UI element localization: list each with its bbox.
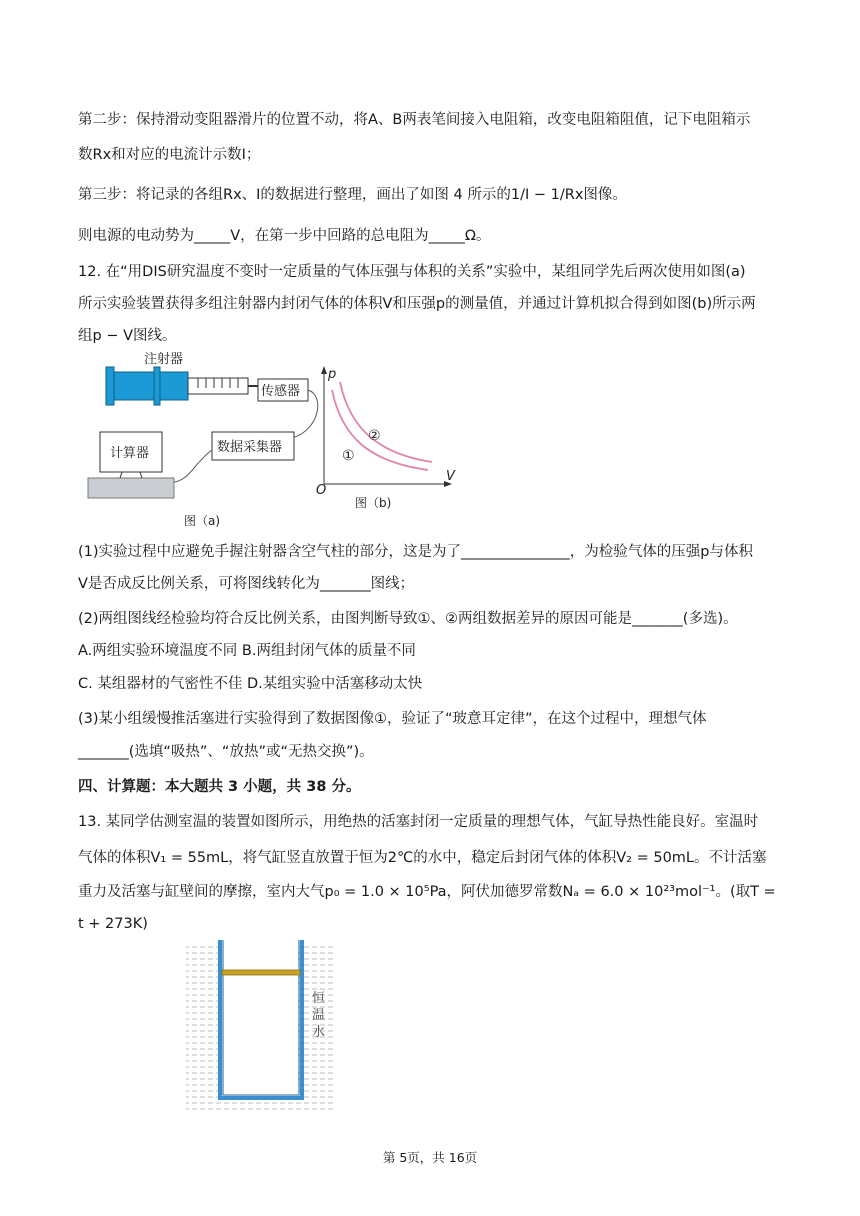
axis-p-label: p xyxy=(328,367,337,382)
q12-1-line-2: V是否成反比例关系，可将图线转化为_______图线； xyxy=(78,576,415,592)
q12-options-cd: C. 某组器材的气密性不佳 D.某组实验中活塞移动太快 xyxy=(78,676,423,692)
q13-line-4: t + 273K) xyxy=(78,916,148,932)
computer-label: 计算器 xyxy=(110,446,150,461)
origin-label: O xyxy=(316,483,327,498)
q12-line-3: 组p − V图线。 xyxy=(78,328,177,344)
page-footer: 第 5页，共 16页 xyxy=(382,1150,478,1165)
syringe-plunger-icon xyxy=(106,367,114,405)
figure-b-caption: 图（b) xyxy=(355,496,392,510)
syringe-apparatus-figure xyxy=(80,350,460,530)
q12-3-line-2: _______(选填“吸热”、“放热”或“无热交换”)。 xyxy=(78,744,374,760)
q12-3-line-1: (3)某小组缓慢推活塞进行实验得到了数据图像①，验证了“玻意耳定律”，在这个过程中，理想气体 xyxy=(78,711,707,727)
collector-label: 数据采集器 xyxy=(217,440,283,455)
computer-base-icon xyxy=(88,478,174,498)
q12-options-ab: A.两组实验环境温度不同 B.两组封闭气体的质量不同 xyxy=(78,643,416,659)
q12-2-line: (2)两组图线经检验均符合反比例关系，由图判断导致①、②两组数据差异的原因可能是_______(多选)。 xyxy=(78,611,738,627)
curve-1-label: ① xyxy=(342,448,355,464)
q13-line-2: 气体的体积V₁ = 55mL，将气缸竖直放置于恒为2℃的水中，稳定后封闭气体的体积V₂ = 50mL。不计活塞 xyxy=(78,850,767,866)
q13-line-3: 重力及活塞与缸壁间的摩擦，室内大气p₀ = 1.0 × 10⁵Pa，阿伏加德罗常数Nₐ = 6.0 × 10²³mol⁻¹。(取T = xyxy=(78,884,776,900)
curve-2-label: ② xyxy=(368,428,381,444)
step2-line-1: 第二步：保持滑动变阻器滑片的位置不动，将A、B两表笔间接入电阻箱，改变电阻箱阻值，记下电阻箱示 xyxy=(78,112,751,128)
figure-a-caption: 图（a) xyxy=(184,514,221,528)
sensor-label: 传感器 xyxy=(261,384,301,399)
step-answer-line: 则电源的电动势为_____V，在第一步中回路的总电阻为_____Ω。 xyxy=(78,228,491,244)
syringe-body-icon xyxy=(106,372,188,400)
pv-graph xyxy=(316,366,456,510)
cylinder-in-water-figure xyxy=(184,938,340,1114)
q13-line-1: 13. 某同学估测室温的装置如图所示，用绝热的活塞封闭一定质量的理想气体，气缸导热性能良好。室温时 xyxy=(78,814,759,830)
water-label-1: 恒 xyxy=(312,991,326,1006)
step3-line: 第三步：将记录的各组Rx、I的数据进行整理，画出了如图 4 所示的1/I − 1/Rx图像。 xyxy=(78,187,627,203)
section-4-heading: 四、计算题：本大题共 3 小题，共 38 分。 xyxy=(78,779,361,795)
syringe-ring-icon xyxy=(154,367,160,405)
syringe-barrel-icon xyxy=(188,378,248,394)
syringe-label: 注射器 xyxy=(144,352,184,367)
q12-1-line-1: (1)实验过程中应避免手握注射器含空气柱的部分，这是为了_______________，为检验气体的压强p与体积 xyxy=(78,544,753,560)
q12-line-2: 所示实验装置获得多组注射器内封闭气体的体积V和压强p的测量值，并通过计算机拟合得到如图(b)所示两 xyxy=(78,296,756,312)
q12-line-1: 12. 在“用DIS研究温度不变时一定质量的气体压强与体积的关系”实验中，某组同学先后两次使用如图(a) xyxy=(78,264,746,280)
water-label-3: 水 xyxy=(312,1025,326,1040)
piston-icon xyxy=(222,970,300,975)
axis-v-label: V xyxy=(446,469,455,484)
water-label-2: 温 xyxy=(312,1008,326,1023)
step2-line-2: 数Rx和对应的电流计示数I； xyxy=(78,147,261,163)
